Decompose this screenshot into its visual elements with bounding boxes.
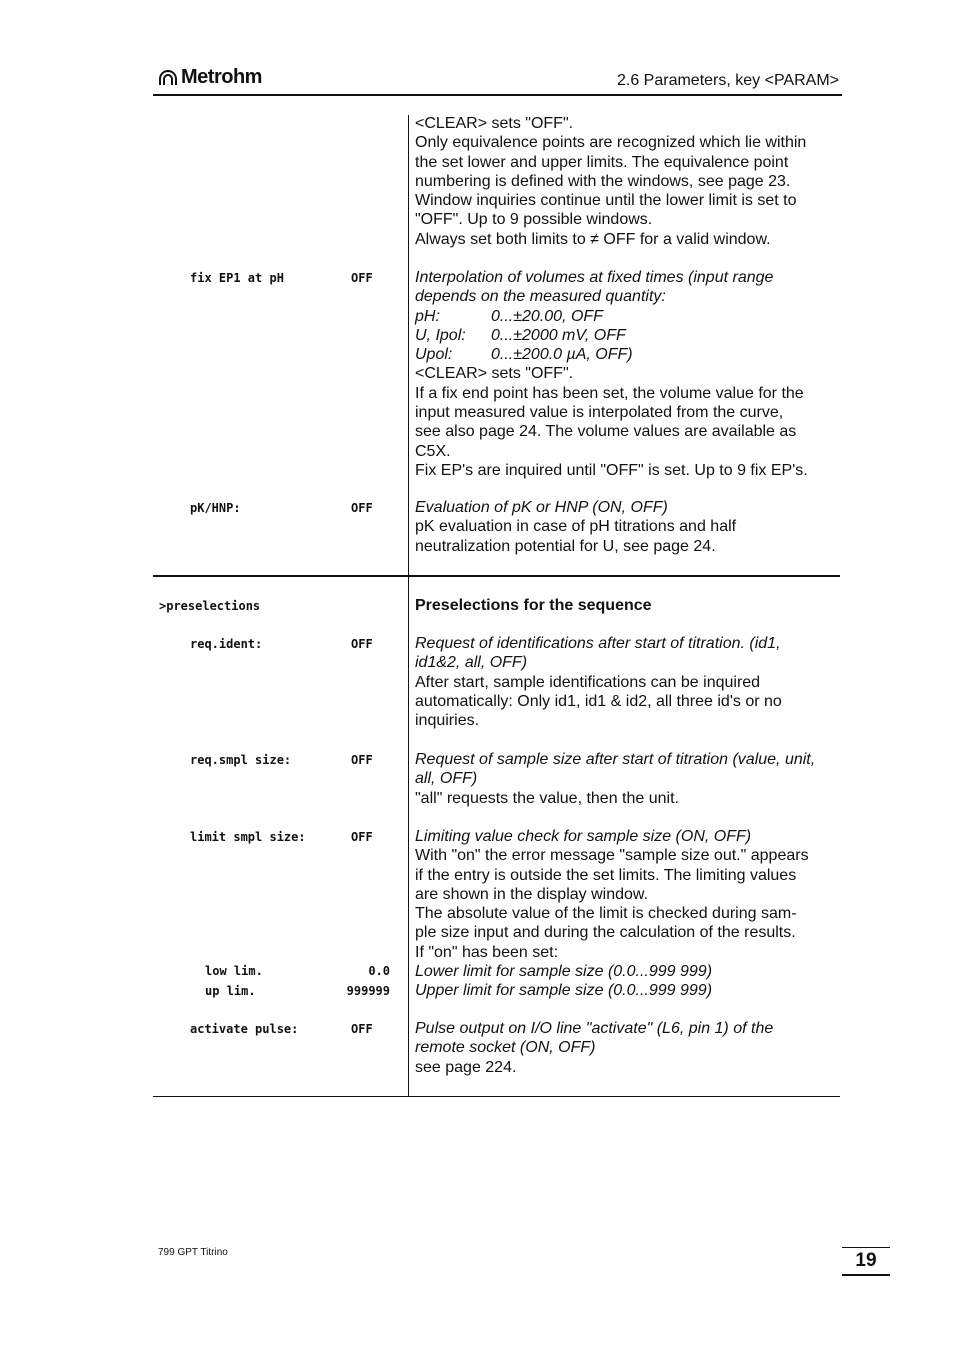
text-line: <CLEAR> sets "OFF".: [415, 365, 574, 383]
limit-title: Limiting value check for sample size (ON, OFF): [415, 828, 752, 845]
range-row: [415, 326, 840, 345]
param-activate-value: OFF: [351, 1022, 373, 1036]
text-line: Always set both limits to ≠ OFF for a valid window.: [415, 230, 771, 248]
fix-ep-title: Interpolation of volumes at fixed times (input range: [415, 269, 774, 286]
param-req-ident-value: OFF: [351, 637, 373, 651]
range-row: [415, 307, 840, 326]
param-pk-value: OFF: [351, 501, 373, 515]
text-line: Only equivalence points are recognized which lie within: [415, 134, 807, 152]
section-separator: [153, 575, 840, 577]
brand-logo: [158, 66, 262, 89]
range-value: 0...±200.0 µA, OFF): [491, 346, 633, 364]
text-line: are shown in the display window.: [415, 885, 649, 903]
footer-product: 799 GPT Titrino: [158, 1247, 228, 1258]
text-line: input measured value is interpolated from the curve,: [415, 404, 784, 422]
table-bottom-rule: [153, 1096, 840, 1097]
brand-name: Metrohm: [181, 66, 262, 88]
text-line: inquiries.: [415, 712, 480, 730]
activate-description: [415, 1019, 840, 1077]
range-value: 0...±20.00, OFF: [491, 307, 603, 325]
range-key: U, Ipol:: [415, 326, 466, 344]
text-line: If a fix end point has been set, the volume value for the: [415, 384, 804, 402]
text-line: "all" requests the value, then the unit.: [415, 789, 679, 807]
text-line: After start, sample identifications can be inquired: [415, 673, 761, 691]
page-number: 19: [855, 1250, 877, 1271]
text-line: the set lower and upper limits. The equivalence point: [415, 153, 789, 171]
param-low-lim-value: 0.0: [368, 964, 390, 978]
preselections-heading: Preselections for the sequence: [415, 597, 652, 614]
param-fix-ep1-value: OFF: [351, 271, 373, 285]
param-req-smpl-value: OFF: [351, 753, 373, 767]
req-smpl-title: all, OFF): [415, 770, 478, 788]
param-up-lim-value: 999999: [346, 984, 390, 998]
req-ident-description: [415, 634, 840, 730]
text-line: if the entry is outside the set limits. The limiting values: [415, 866, 797, 884]
text-line: The absolute value of the limit is checked during sam-: [415, 905, 797, 923]
activate-title: remote socket (ON, OFF): [415, 1039, 596, 1057]
text-line: pK evaluation in case of pH titrations and half: [415, 518, 737, 536]
header-rule: [153, 94, 842, 96]
metrohm-logo-icon: [158, 70, 178, 86]
activate-title: Pulse output on I/O line "activate" (L6, pin 1) of the: [415, 1020, 774, 1037]
text-line: see also page 24. The volume values are available as: [415, 423, 797, 441]
page-number-rule-bottom: [842, 1274, 890, 1276]
param-req-ident-label: req.ident:: [190, 637, 263, 651]
fix-ep-description: [415, 268, 840, 480]
text-line: numbering is defined with the windows, see page 23.: [415, 172, 791, 190]
range-key: pH:: [415, 307, 440, 325]
text-line: If "on" has been set:: [415, 943, 559, 961]
text-line: Fix EP's are inquired until "OFF" is set. Up to 9 fix EP's.: [415, 461, 808, 479]
param-preselections-label: >preselections: [159, 599, 261, 613]
range-key: Upol:: [415, 346, 453, 364]
column-divider: [408, 115, 409, 1097]
param-limit-smpl-value: OFF: [351, 830, 373, 844]
req-ident-title: id1&2, all, OFF): [415, 654, 528, 672]
range-value: 0...±2000 mV, OFF: [491, 326, 626, 344]
pk-title: Evaluation of pK or HNP (ON, OFF): [415, 499, 668, 516]
text-line: Window inquiries continue until the lower limit is set to: [415, 192, 797, 210]
text-line: <CLEAR> sets "OFF".: [415, 115, 574, 132]
up-lim-description: Upper limit for sample size (0.0...999 999): [415, 982, 713, 1000]
range-row: [415, 345, 840, 364]
window-description: [415, 114, 840, 249]
fix-ep-title: depends on the measured quantity:: [415, 288, 666, 306]
req-smpl-description: [415, 750, 840, 808]
text-line: neutralization potential for U, see page 24.: [415, 537, 716, 555]
text-line: With "on" the error message "sample size out." appears: [415, 847, 809, 865]
param-pk-label: pK/HNP:: [190, 501, 241, 515]
section-title: 2.6 Parameters, key <PARAM>: [616, 72, 839, 89]
limit-smpl-description: [415, 827, 840, 1001]
pk-description: [415, 498, 840, 556]
page-number-rule-top: [842, 1247, 890, 1248]
param-limit-smpl-label: limit smpl size:: [190, 830, 306, 844]
param-low-lim-label: low lim.: [205, 964, 263, 978]
text-line: "OFF". Up to 9 possible windows.: [415, 211, 653, 229]
req-smpl-title: Request of sample size after start of titration (value, unit,: [415, 751, 816, 768]
param-req-smpl-label: req.smpl size:: [190, 753, 292, 767]
req-ident-title: Request of identifications after start of titration. (id1,: [415, 635, 781, 652]
param-up-lim-label: up lim.: [205, 984, 256, 998]
text-line: ple size input and during the calculation of the results.: [415, 924, 796, 942]
param-activate-label: activate pulse:: [190, 1022, 299, 1036]
text-line: automatically: Only id1, id1 & id2, all three id's or no: [415, 692, 782, 710]
text-line: C5X.: [415, 442, 451, 460]
param-fix-ep1-label: fix EP1 at pH: [190, 271, 284, 285]
low-lim-description: Lower limit for sample size (0.0...999 999): [415, 963, 713, 981]
text-line: see page 224.: [415, 1058, 517, 1076]
